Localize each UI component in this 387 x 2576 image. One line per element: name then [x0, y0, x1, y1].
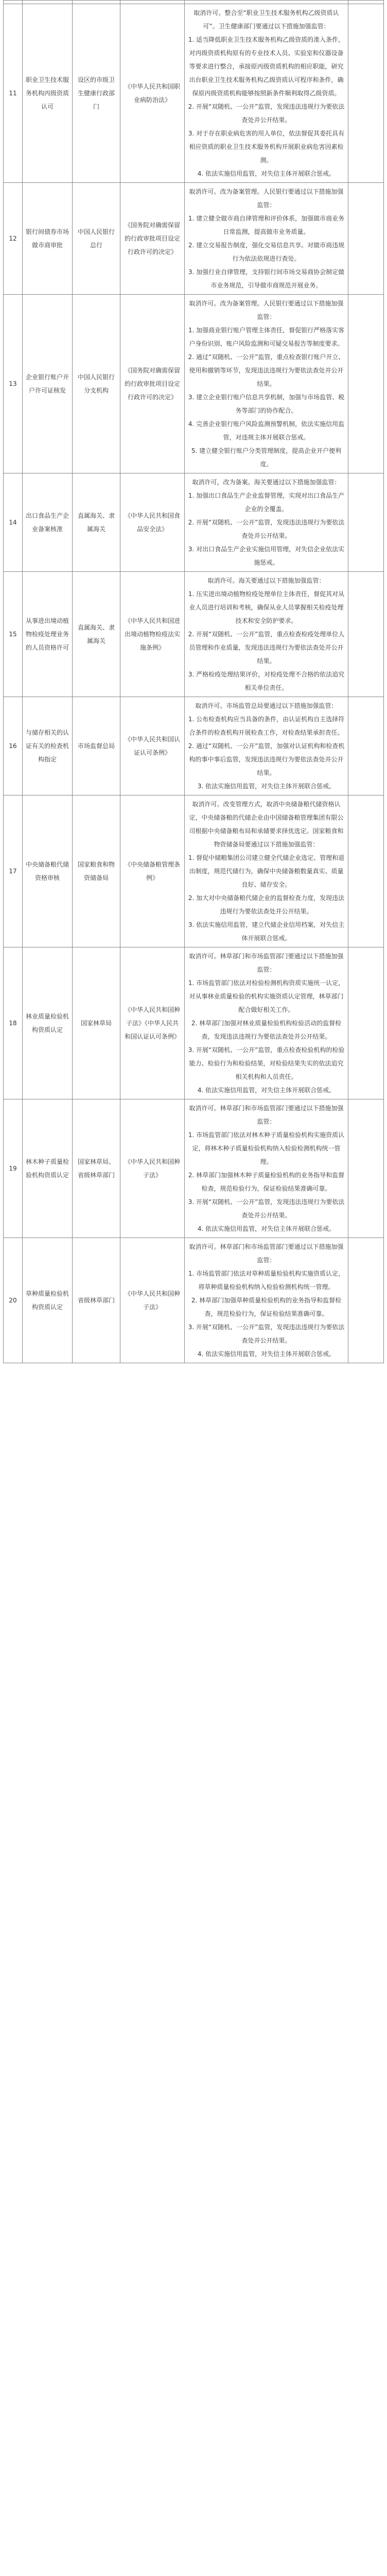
reform-measures-text: 取消许可。海关要通过以下措施加强监管： 1. 压实进出境动植物检疫处理单位主体责任，督促其对从业人员进行培训和考核，确保从业人员掌握相关检疫处理技术和安全防护要求。 2. 开展“双随机、一公开”监管，重点检查检疫处理单位人员管理和作业质量，发现违法违规行为要依法查处并公开结果。 3. 严格检疫处理结果评价，对检疫处理不合格的依法追究相关单位责任。 — [188, 577, 345, 691]
remarks — [348, 947, 384, 1099]
item-name — [23, 183, 73, 295]
approval-department — [73, 1099, 120, 1238]
item-name-text: 银行间债券市场做市商审批 — [26, 228, 69, 249]
legal-basis-text: 《中华人民共和国种子法》 — [124, 1158, 180, 1179]
row-number: 20 — [4, 1238, 23, 1363]
reform-measures — [185, 473, 348, 572]
table-row — [4, 697, 384, 795]
remarks — [348, 697, 384, 795]
remarks — [348, 473, 384, 572]
item-name — [23, 795, 73, 947]
table-row — [4, 4, 384, 183]
approval-department — [73, 795, 120, 947]
row-number: 19 — [4, 1099, 23, 1238]
approval-department-text: 直属海关、隶属海关 — [77, 624, 115, 645]
table-row — [4, 1238, 384, 1363]
item-name — [23, 473, 73, 572]
legal-basis-text: 《国务院对确需保留的行政审批项目设定行政许可的决定》 — [124, 222, 180, 256]
legal-basis-text: 《中华人民共和国种子法》《中华人民共和国认证认可条例》 — [124, 1006, 180, 1040]
item-name — [23, 1238, 73, 1363]
row-number: 16 — [4, 697, 23, 795]
item-name-text: 职业卫生技术服务机构丙级资质认可 — [26, 76, 69, 110]
item-name-text: 林业质量检验机构资质认定 — [26, 1013, 69, 1033]
remarks — [348, 572, 384, 697]
table-row — [4, 295, 384, 473]
approval-department-text: 市场监督总局 — [77, 742, 115, 750]
legal-basis — [120, 697, 185, 795]
legal-basis — [120, 473, 185, 572]
remarks — [348, 295, 384, 473]
item-name — [23, 1099, 73, 1238]
table-body — [4, 1, 384, 1363]
reform-measures — [185, 947, 348, 1099]
remarks — [348, 183, 384, 295]
legal-basis — [120, 572, 185, 697]
reform-measures-text: 取消许可。林草部门和市场监管部门要通过以下措施加强监管： 1. 市场监管部门依法对检验检测机构资质实施统一认定，对从事林业质量检验的机构实施资质认定管理，林草部门配合做好相关工作。 2. 林草部门加强对林业质量检验机构检验活动的监督检查，发现违法违规行为要依法查处并公开结果。 3. 开展“双随机、一公开”监管，重点检查检验机构的检验能力、检验行为和检验结果，对检验结果失实的依法追究相关机构和人员责任。 4. 依法实施信用监管，对失信主体开展联合惩戒。 — [188, 953, 345, 1094]
legal-basis — [120, 1099, 185, 1238]
legal-basis — [120, 183, 185, 295]
table-row — [4, 795, 384, 947]
remarks — [348, 1099, 384, 1238]
strip-cell — [185, 1, 348, 4]
item-name-text: 林木种子质量检验机构资质认定 — [26, 1158, 69, 1179]
item-name — [23, 295, 73, 473]
row-number: 15 — [4, 572, 23, 697]
approval-department-text: 国家粮食和物资储备局 — [77, 861, 115, 882]
reform-measures-text: 取消许可。改为备案管理。人民银行要通过以下措施加强监管： 1. 建立健全做市商自律管理和评价体系，加强做市商业务日常监测，提高做市业务质量。 2. 建立交易报告制度，强化交易信息共享。对做市商违规行为依法依规进行查处。 3. 加强行业自律管理，支持银行间市场交易商协会制定做市业务规范，引导做市商规范开展业务。 — [188, 188, 345, 289]
item-name-text: 中央储备粮代储资格审核 — [26, 861, 69, 882]
row-number: 11 — [4, 4, 23, 183]
legal-basis-text: 《中华人民共和国认证认可条例》 — [124, 736, 180, 756]
table-row — [4, 473, 384, 572]
approval-department-text: 中国人民银行总行 — [77, 228, 115, 249]
approval-department — [73, 697, 120, 795]
approval-department-text: 省级林草部门 — [77, 1297, 115, 1304]
item-name-text: 企业银行账户开户许可证核发 — [26, 374, 69, 394]
approval-department — [73, 947, 120, 1099]
legal-basis-text: 《国务院对确需保留的行政审批项目设定行政许可的决定》 — [124, 367, 180, 401]
table-row — [4, 183, 384, 295]
approval-department-text: 国家林草局、省级林草部门 — [77, 1158, 115, 1179]
approval-department-text: 设区的市级卫生健康行政部门 — [77, 76, 115, 110]
item-name — [23, 697, 73, 795]
approval-department-text: 国家林草局 — [80, 1020, 112, 1027]
reform-measures-text: 取消许可。林草部门和市场监管部门要通过以下措施加强监管： 1. 市场监管部门依法对林木种子质量检验机构实施资质认定，将林木种子质量检验机构纳入检验检测机构统一管理。 2. 林草部门加强林木种子质量检验机构的业务指导和监督检查，规范检验行为，保证检验结果准确可靠。 3. 开展“双随机、一公开”监管，发现违法违规行为要依法查处并公开结果。 4. 依法实施信用监管，对失信主体开展联合惩戒。 — [188, 1105, 345, 1232]
legal-basis-text: 《中华人民共和国进出境动植物检疫法实施条例》 — [124, 617, 180, 651]
legal-basis — [120, 295, 185, 473]
item-name-text: 草种质量检验机构资质认定 — [26, 1290, 69, 1311]
reform-measures — [185, 183, 348, 295]
reform-items-table — [3, 0, 384, 1363]
item-name — [23, 572, 73, 697]
item-name — [23, 4, 73, 183]
item-name-text: 出口食品生产企业备案核准 — [26, 512, 69, 533]
item-name-text: 从事进出境动植物检疫处理业务的人员资格许可 — [26, 617, 69, 651]
approval-department — [73, 1238, 120, 1363]
approval-department — [73, 572, 120, 697]
row-number: 17 — [4, 795, 23, 947]
reform-measures-text: 取消许可。林草部门和市场监管部门要通过以下措施加强监管： 1. 市场监管部门依法对草种质量检验机构实施资质认定，将草种质量检验机构纳入检验检测机构统一管理。 2. 林草部门加强草种质量检验机构的业务指导和监督检查，规范检验行为，保证检验结果准确可靠。 3. 开展“双随机、一公开”监管，发现违法违规行为要依法查处并公开结果。 4. 依法实施信用监管，对失信主体开展联合惩戒。 — [188, 1243, 345, 1358]
legal-basis — [120, 795, 185, 947]
remarks — [348, 1238, 384, 1363]
table-row — [4, 947, 384, 1099]
remarks — [348, 4, 384, 183]
legal-basis-text: 《中华人民共和国种子法》 — [124, 1290, 180, 1311]
legal-basis — [120, 947, 185, 1099]
approval-department — [73, 295, 120, 473]
legal-basis — [120, 4, 185, 183]
reform-measures — [185, 572, 348, 697]
reform-measures — [185, 4, 348, 183]
reform-measures-text: 取消许可。市场监管总局要通过以下措施加强监管： 1. 公布检查机构应当具备的条件，由认证机构自主选择符合条件的检查机构开展检查工作，对检查结果承担责任。 2. 通过“双随机、一公开”监管，加强对认证机构和检查机构的事中事后监管，发现违法违规行为要依法查处并公开结果。 3. 依法实施信用监管，对失信主体开展联合惩戒。 — [188, 702, 345, 790]
strip-cell — [4, 1, 23, 4]
reform-measures-text: 取消许可。整合至“职业卫生技术服务机构乙级资质认可”。卫生健康部门要通过以下措施加强监管： 1. 适当降低职业卫生技术服务机构乙级资质的准入条件，对丙级资质机构原有的专业技术人员、实验室和仪器设备等要求进行整合，承接原丙级资质机构的相应职能，研究出台职业卫生技术服务机构乙级资质认可程序和条件，确保原丙级资质机构能够按照新条件顺利取得乙级资质。 2. 开展“双随机、一公开”监管，发现违法违规行为要依法查处并公开结果。 3. 对于存在职业病危害的用人单位，依法督促其委托具有相应资质的职业卫生技术服务机构开展职业病危害因素检测。 4. 依法实施信用监管，对失信主体开展联合惩戒。 — [188, 9, 345, 177]
reform-measures — [185, 697, 348, 795]
legal-basis-text: 《中央储备粮管理条例》 — [124, 861, 180, 882]
table-row — [4, 1099, 384, 1238]
legal-basis — [120, 1238, 185, 1363]
reform-measures — [185, 1238, 348, 1363]
table-top-strip — [4, 1, 384, 4]
strip-cell — [348, 1, 384, 4]
row-number: 13 — [4, 295, 23, 473]
item-name-text: 与储存相关的认证有关的检查机构指定 — [26, 729, 69, 763]
strip-cell — [120, 1, 185, 4]
reform-measures-text: 取消许可。改变管理方式，取消中央储备粮代储资格认定，中央储备粮的代储企业由中国储备粮管理集团有限公司根据中央储备粮布局和承储要求择优选定。国家粮食和物资储备局要通过以下措施加强监管： 1. 督促中储粮集团公司建立健全代储企业选定、管理和退出制度，规范代储行为，确保中央储备粮数量真实、质量良好、储存安全。 2. 加大对中央储备粮代储企业的监督检查力度，发现违法违规行为要依法查处并公开结果。 3. 依法实施信用监管，建立代储企业信用档案，对失信主体开展联合惩戒。 — [188, 801, 345, 942]
approval-department — [73, 473, 120, 572]
legal-basis-text: 《中华人民共和国食品安全法》 — [124, 512, 180, 533]
row-number: 12 — [4, 183, 23, 295]
strip-cell — [73, 1, 120, 4]
reform-measures — [185, 795, 348, 947]
row-number: 14 — [4, 473, 23, 572]
remarks — [348, 795, 384, 947]
row-number: 18 — [4, 947, 23, 1099]
approval-department-text: 直属海关、隶属海关 — [77, 512, 115, 533]
reform-measures-text: 取消许可。改为备案管理。人民银行要通过以下措施加强监管： 1. 加强商业银行账户管理主体责任，督促银行严格落实客户身份识别、账户风险监测和可疑交易报告等制度要求。 2. 通过“双随机、一公开”监管，重点检查银行账户开立、使用和撤销等环节，发现违法违规行为要依法查处并公开结果。 3. 建立企业银行账户信息共享机制，加强与市场监管、税务等部门的协作配合。 4. 完善企业银行账户风险监测预警机制，依法实施信用监管，对违规主体开展联合惩戒。 5. 建立健全银行账户分类管理制度，提高企业开户便利度。 — [188, 300, 345, 468]
approval-department — [73, 4, 120, 183]
reform-measures — [185, 295, 348, 473]
approval-department — [73, 183, 120, 295]
item-name — [23, 947, 73, 1099]
legal-basis-text: 《中华人民共和国职业病防治法》 — [124, 83, 180, 104]
strip-cell — [23, 1, 73, 4]
reform-measures-text: 取消许可，改为备案。海关要通过以下措施加强监管： 1. 加强出口食品生产企业监督管理，实现对出口食品生产企业的全覆盖。 2. 开展“双随机、一公开”监管，发现违法违规行为要依法查处并公开结果。 3. 对出口食品生产企业实施信用管理，对失信企业依法实施惩戒。 — [188, 479, 345, 566]
reform-measures — [185, 1099, 348, 1238]
approval-department-text: 中国人民银行分支机构 — [77, 374, 115, 394]
table-row — [4, 572, 384, 697]
